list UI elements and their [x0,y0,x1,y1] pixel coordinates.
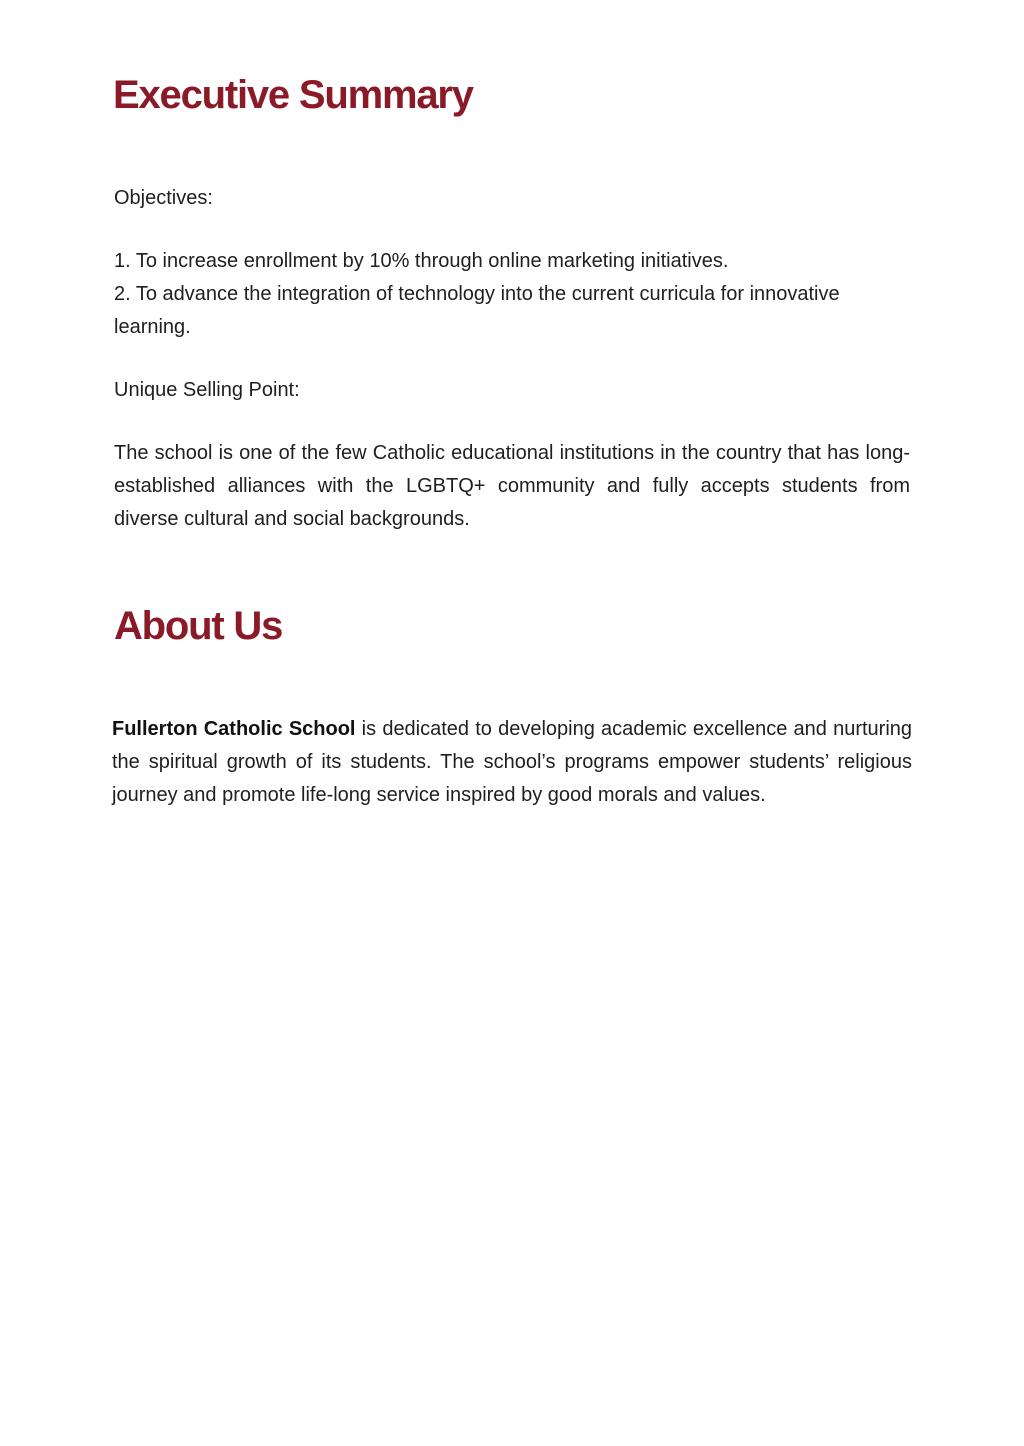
objectives-label: Objectives: [114,187,213,209]
objective-item-2: 2. To advance the integration of technology into the current curricula for innovative learning. [114,283,840,338]
about-us-heading: About Us [114,604,283,648]
about-us-description: is dedicated to developing academic excellence and nurturing the spiritual growth of its students. The school’s programs empower students’ religious journey and promote life-long service inspired by good morals and values. [112,718,913,806]
executive-summary-heading: Executive Summary [113,73,473,117]
school-name: Fullerton Catholic School [112,718,356,740]
about-us-paragraph [112,713,912,812]
usp-label: Unique Selling Point: [114,379,300,401]
objective-item-1: 1. To increase enrollment by 10% through online marketing initiatives. [114,250,729,272]
usp-paragraph: The school is one of the few Catholic educational institutions in the country that has long-established alliances with the LGBTQ+ community and fully accepts students from diverse cultural and social backgrounds. [114,442,910,530]
